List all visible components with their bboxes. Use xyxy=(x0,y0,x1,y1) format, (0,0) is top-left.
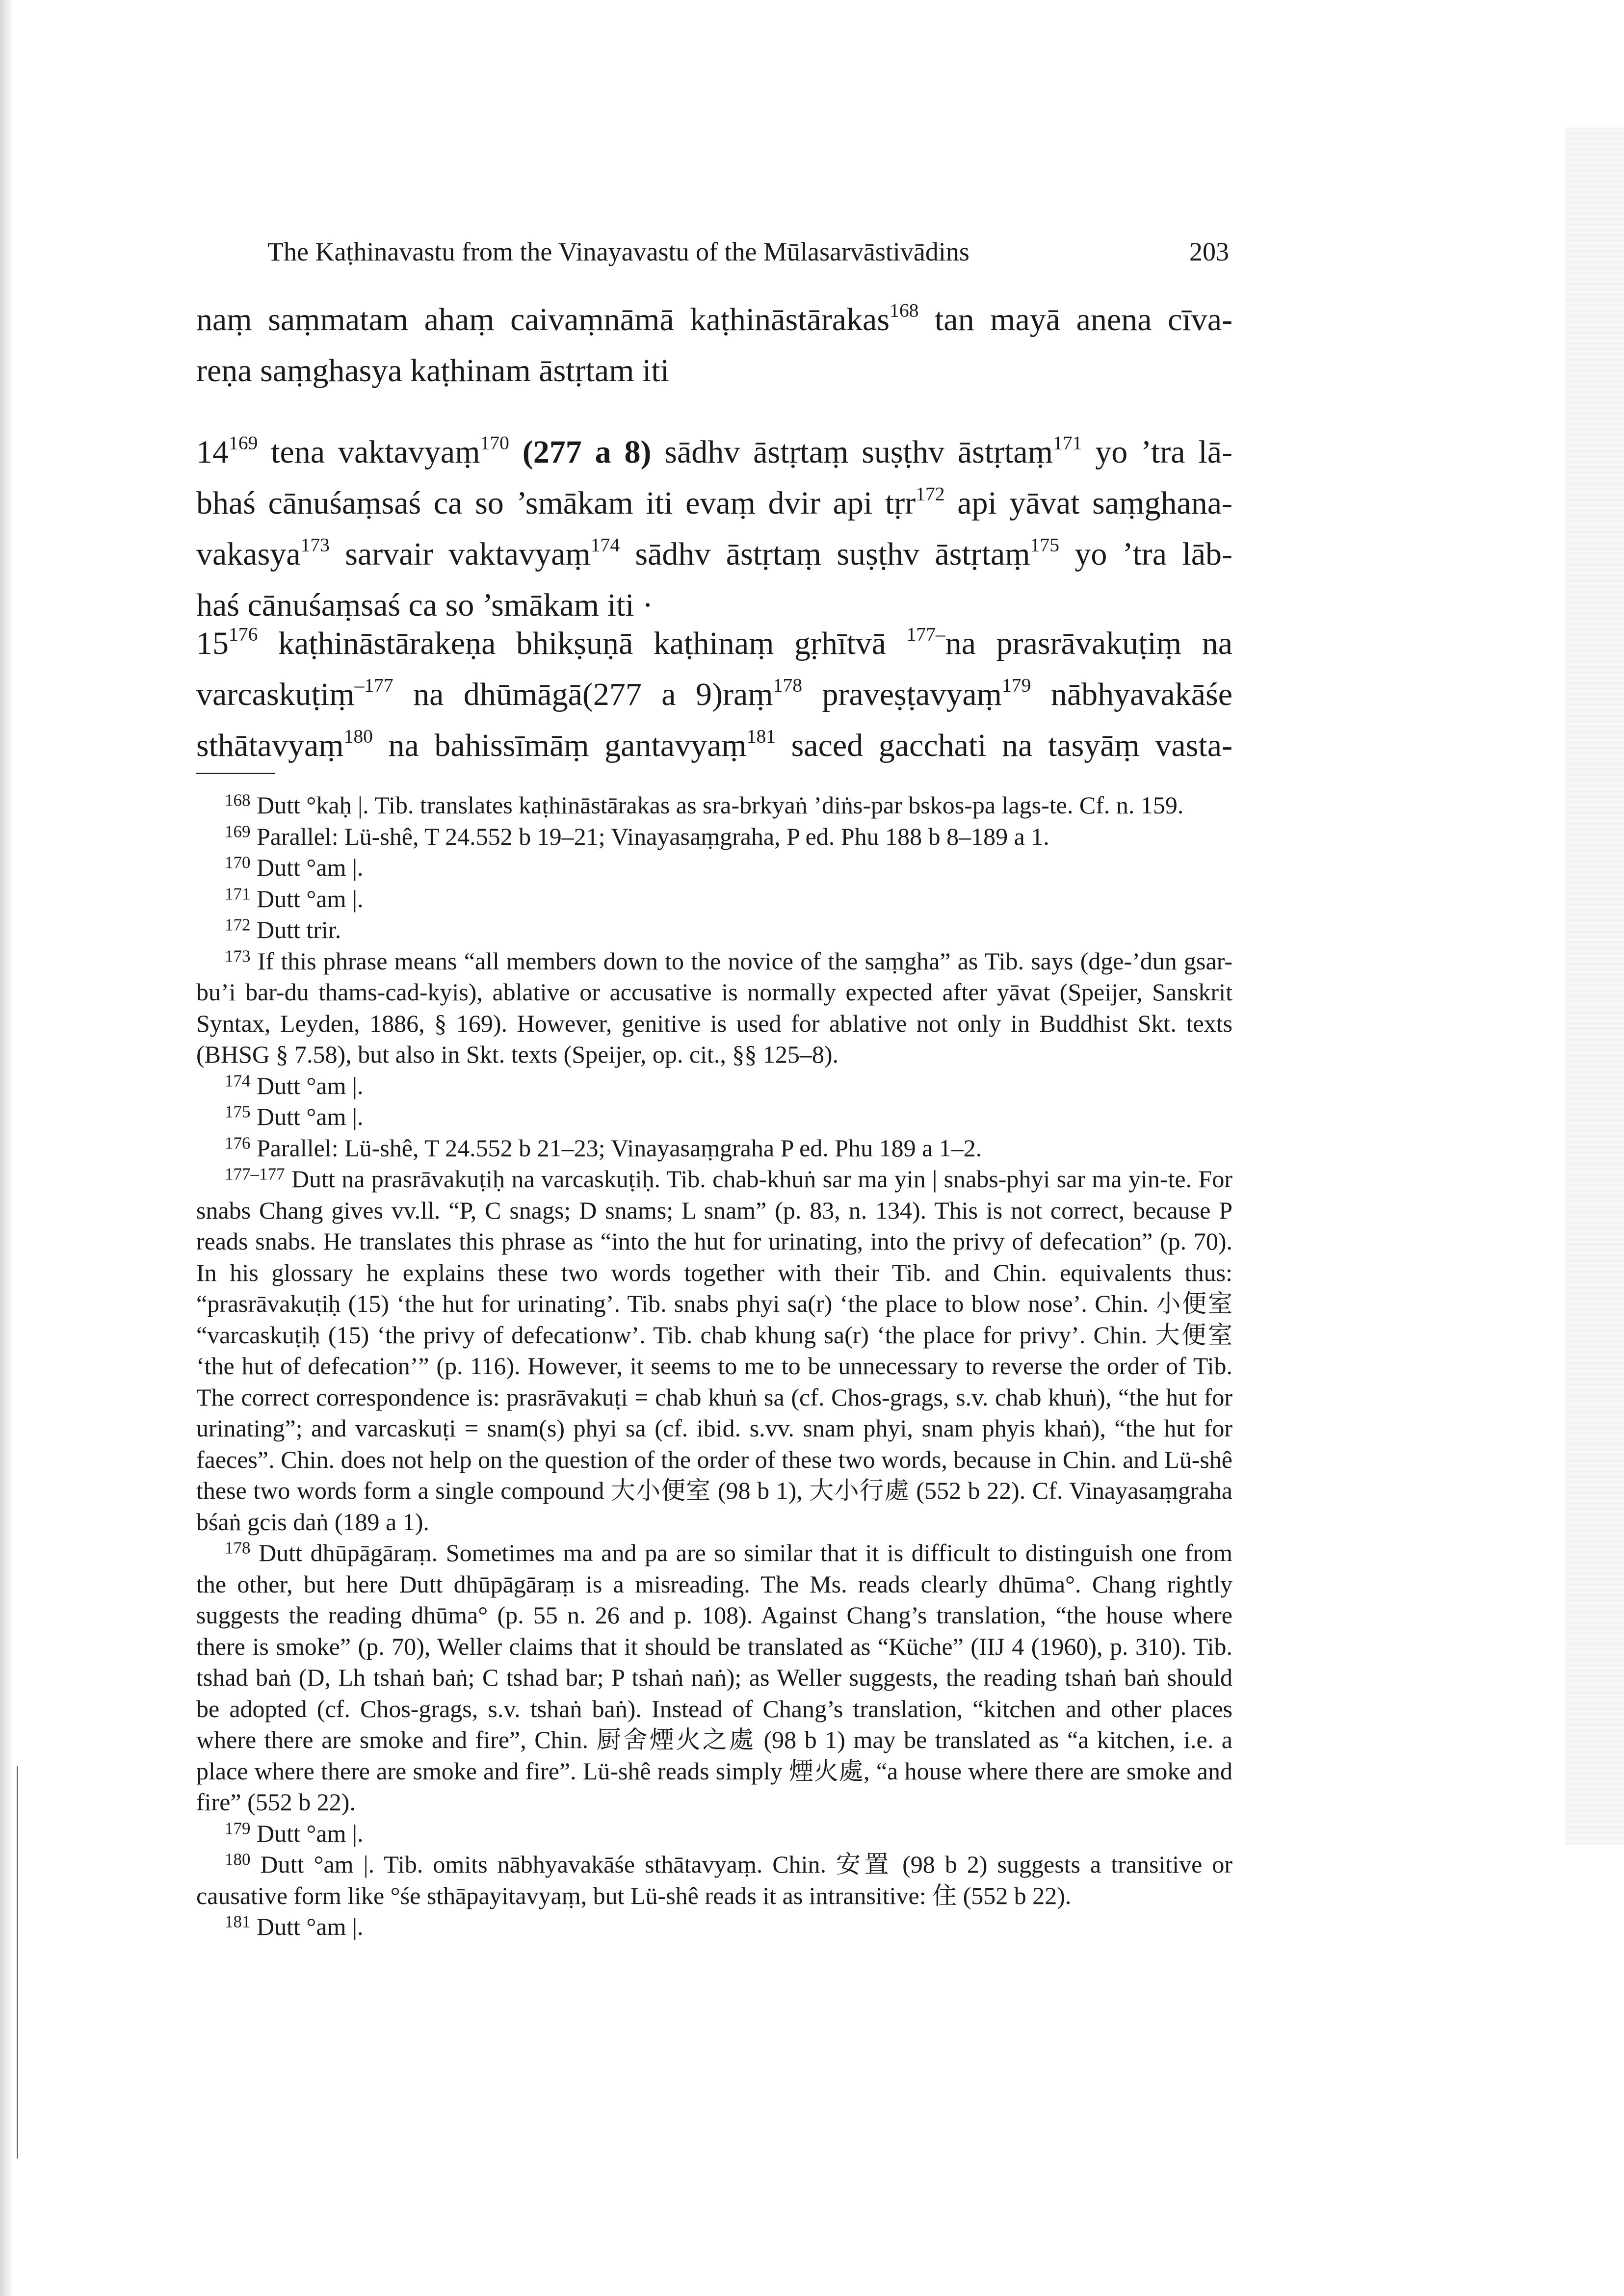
footnote-ref: 171 xyxy=(1053,432,1082,454)
text-run: tena vaktavyaṃ xyxy=(258,434,480,470)
text-line xyxy=(196,529,1232,580)
footnote-ref: 176 xyxy=(229,623,258,645)
footnote-number: 169 xyxy=(225,821,251,841)
footnote-ref: 177– xyxy=(906,623,945,645)
footnote-number: 174 xyxy=(225,1070,251,1090)
footnote-number: 171 xyxy=(225,884,251,903)
footnote-number: 180 xyxy=(225,1850,251,1869)
text-run: sarvair vaktavyaṃ xyxy=(329,536,591,572)
footnote-number: 175 xyxy=(225,1102,251,1122)
footnote-number: 176 xyxy=(225,1133,251,1152)
text-run: vakasya xyxy=(196,536,301,572)
footnote-text: If this phrase means “all members down to the novice of the saṃgha” as Tib. says (dge-’dun gsar-bu’i bar-du thams-cad-kyis), ablative or accusative is normally expected after yāvat (Speijer, Sanskrit Syntax, Leyden, 1886, § 169). However, genitive is used for ablative not only in Buddhist Skt. texts (BHSG § 7.58), but also in Skt. texts (Speijer, op. cit., §§ 125–8). xyxy=(196,947,1232,1068)
footnote-text: Parallel: Lü-shê, T 24.552 b 21–23; Vinayasaṃgraha P ed. Phu 189 a 1–2. xyxy=(257,1134,982,1162)
footnote-ref: 179 xyxy=(1002,674,1031,696)
footnote xyxy=(196,946,1232,1070)
text-run: kaṭhināstārakeṇa bhikṣuṇā kaṭhinaṃ gṛhītvā xyxy=(258,626,907,661)
footnote-text: Dutt na prasrāvakuṭiḥ na varcaskuṭiḥ. Tib. chab-khuṅ sar ma yin | snabs-phyi sar ma yin-te. For snabs Chang gives vv.ll. “P, C snags; D snams; L snam” (p. 83, n. 134). This is not correct, because P reads snabs. He translates this phrase as “into the hut for urinating, into the privy of defecation” (p. 70). In his glossary he explains these two words together with their Tib. and Chin. equivalents thus: “prasrāvakuṭiḥ (15) ‘the hut for urinating’. Tib. snabs phyi sa(r) ‘the place to blow nose’. Chin. 小便室 “varcaskuṭiḥ (15) ‘the privy of defecationw’. Tib. chab khung sa(r) ‘the place for privy’. Chin. 大便室 ‘the hut of defecation’” (p. 116). However, it seems to me to be unnecessary to reverse the order of Tib. The correct correspondence is: prasrāvakuṭi = chab khuṅ sa (cf. Chos-grags, s.v. chab khuṅ), “the hut for urinating”; and varcaskuṭi = snam(s) phyi sa (cf. ibid. s.vv. snam phyi, snam phyis khaṅ), “the hut for faeces”. Chin. does not help on the question of the order of these two words, because in Chin. and Lü-shê these two words form a single compound 大小便室 (98 b 1), 大小行處 (552 b 22). Cf. Vinayasaṃgraha bśaṅ gcis daṅ (189 a 1). xyxy=(196,1165,1233,1536)
footnote-ref: 174 xyxy=(590,534,620,556)
footnote xyxy=(196,1818,1232,1850)
text-run: na prasrāvakuṭiṃ na xyxy=(945,626,1232,661)
text-line xyxy=(196,294,1232,345)
text-run: yo ’tra lāb- xyxy=(1059,536,1232,572)
scan-shadow-left xyxy=(0,0,14,2296)
scan-shadow-right xyxy=(1565,128,1624,1845)
footnote-text: Dutt °am |. Tib. omits nābhyavakāśe sthātavyaṃ. Chin. 安置 (98 b 2) suggests a transitive or causative form like °śe sthāpayitavyaṃ, but Lü-shê reads it as intransitive: 住 (552 b 22). xyxy=(196,1851,1233,1909)
text-run: sādhv āstṛtaṃ suṣṭhv āstṛtaṃ xyxy=(620,536,1030,572)
footnote-text: Dutt °am |. xyxy=(257,885,364,913)
footnote xyxy=(196,1101,1232,1133)
footnote xyxy=(196,790,1232,821)
text-line xyxy=(196,478,1232,529)
text-run: sādhv āstṛtaṃ suṣṭhv āstṛtaṃ xyxy=(664,434,1053,470)
text-block-15 xyxy=(196,618,1232,771)
footnote-text: Dutt °am |. xyxy=(257,854,364,881)
running-header xyxy=(267,235,1229,269)
text-run: bhaś cānuśaṃsaś ca so ’smākam iti evaṃ dvir api tṛr xyxy=(196,485,916,521)
section-number: 15 xyxy=(196,626,229,661)
footnote-number: 172 xyxy=(225,915,251,935)
footnote-text: Dutt °am |. xyxy=(257,1819,364,1847)
footnote-text: Dutt dhūpāgāraṃ. Sometimes ma and pa are so similar that it is difficult to distinguish one from the other, but here Dutt dhūpāgāraṃ is a misreading. The Ms. reads clearly dhūma°. Chang rightly suggests the reading dhūma° (p. 55 n. 26 and p. 108). Against Chang’s translation, “the house where there is smoke” (p. 70), Weller claims that it should be translated as “Küche” (IIJ 4 (1960), p. 310). Tib. tshad baṅ (D, Lh tshaṅ baṅ; C tshad bar; P tshaṅ naṅ); as Weller suggests, the reading tshaṅ baṅ should be adopted (cf. Chos-grags, s.v. tshaṅ baṅ). Instead of Chang’s translation, “kitchen and other places where there are smoke and fire”, Chin. 厨舍煙火之處 (98 b 1) may be translated as “a kitchen, i.e. a place where there are smoke and fire”. Lü-shê reads simply 煙火處, “a house where there are smoke and fire” (552 b 22). xyxy=(196,1539,1232,1816)
footnote xyxy=(196,1538,1232,1818)
footnote-number: 177–177 xyxy=(225,1164,285,1184)
folio-ref: (277 a 8) xyxy=(509,434,665,470)
footnote-number: 168 xyxy=(225,790,251,810)
footnote xyxy=(196,884,1232,915)
text-line xyxy=(196,669,1232,720)
footnote-ref: –177 xyxy=(354,674,393,696)
text-run: yo ’tra lā- xyxy=(1082,434,1232,470)
text-line: reṇa saṃghasya kaṭhinam āstṛtam iti xyxy=(196,353,670,389)
text-run: praveṣṭavyaṃ xyxy=(802,677,1002,712)
text-run: saced gacchati na tasyāṃ vasta- xyxy=(776,728,1233,763)
footnote xyxy=(196,821,1232,853)
footnotes xyxy=(196,790,1232,1943)
footnote-ref: 181 xyxy=(746,725,776,747)
text-run: api yāvat saṃghana- xyxy=(944,485,1233,521)
footnote-text: Dutt trir. xyxy=(257,916,341,943)
footnote-number: 178 xyxy=(225,1538,251,1558)
section-number: 14 xyxy=(196,434,229,470)
footnote-text: Dutt °am |. xyxy=(257,1103,364,1130)
text-line xyxy=(196,720,1232,771)
text-run: varcaskuṭiṃ xyxy=(196,677,355,712)
text-line: haś cānuśaṃsaś ca so ’smākam iti · xyxy=(196,587,654,623)
footnote-text: Dutt °am |. xyxy=(257,1071,364,1099)
text-run: nābhyavakāśe xyxy=(1031,677,1233,712)
footnote-number: 173 xyxy=(225,946,251,965)
footnote-number: 179 xyxy=(225,1818,251,1838)
text-run: na dhūmāgā(277 a 9)raṃ xyxy=(393,677,773,712)
footnote-ref: 172 xyxy=(916,483,945,505)
footnote-text: Dutt °am |. xyxy=(257,1913,364,1940)
text-run: sthātavyaṃ xyxy=(196,728,344,763)
text-block-1 xyxy=(196,294,1232,396)
running-title: The Kaṭhinavastu from the Vinayavastu of the Mūlasarvāstivādins xyxy=(267,237,969,266)
footnote-ref: 175 xyxy=(1030,534,1059,556)
footnote-ref: 180 xyxy=(343,725,373,747)
footnote-text: Parallel: Lü-shê, T 24.552 b 19–21; Vinayasaṃgraha, P ed. Phu 188 b 8–189 a 1. xyxy=(257,822,1049,850)
footnote xyxy=(196,1849,1232,1911)
text-run: na bahissīmāṃ gantavyaṃ xyxy=(372,728,747,763)
text-block-14 xyxy=(196,427,1232,631)
footnote xyxy=(196,914,1232,946)
footnote-ref: 173 xyxy=(300,534,330,556)
text-line xyxy=(196,427,1232,478)
footnote-number: 181 xyxy=(225,1912,251,1931)
footnote-text: Dutt °kaḥ |. Tib. translates kaṭhināstārakas as sra-brkyaṅ ’diṅs-par bskos-pa lags-te. Cf. n. 159. xyxy=(257,791,1184,819)
footnote-ref: 169 xyxy=(229,432,258,454)
scan-line-left xyxy=(17,1766,18,2159)
footnote-ref: 170 xyxy=(480,432,509,454)
footnote xyxy=(196,1164,1232,1538)
footnote xyxy=(196,1133,1232,1164)
page-number: 203 xyxy=(1189,237,1229,266)
footnote xyxy=(196,852,1232,884)
footnote-ref: 168 xyxy=(890,299,919,321)
text-run: naṃ saṃmatam ahaṃ caivaṃnāmā kaṭhināstārakas xyxy=(196,302,890,338)
footnote-separator xyxy=(196,773,275,774)
text-run: tan mayā anena cīva- xyxy=(918,302,1232,338)
footnote-number: 170 xyxy=(225,853,251,872)
footnote xyxy=(196,1911,1232,1943)
text-line xyxy=(196,618,1232,669)
footnote-ref: 178 xyxy=(773,674,803,696)
footnote xyxy=(196,1070,1232,1102)
